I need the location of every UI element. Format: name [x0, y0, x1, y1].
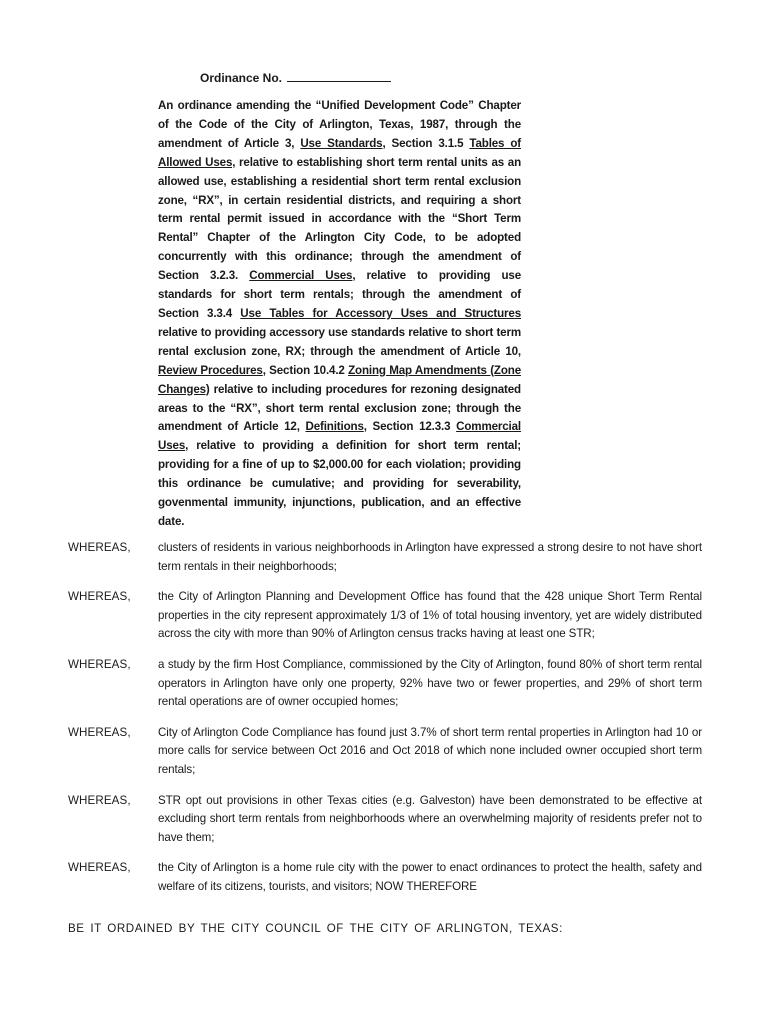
whereas-label: WHEREAS, [68, 861, 131, 875]
ordinance-number-blank-line [287, 70, 391, 82]
ordinance-number-label: Ordinance No. [200, 71, 283, 85]
whereas-label: WHEREAS, [68, 590, 131, 604]
whereas-text: the City of Arlington Planning and Development Office has found that the 428 unique Short Term Rental properties in the city represent approximately 1/3 of 1% of total housing inventory, yet are widely distributed across the city with more than 90% of Arlington census tracks having at least one STR; [158, 590, 702, 641]
caption-text: An ordinance amending the “Unified Development Code” Chapter of the Code of the City of Arlington, Texas, 1987, through the amendment of Article 3, [158, 99, 521, 150]
caption-text: Section 3.1.5 [385, 136, 470, 150]
caption-underlined-commercial-uses-2: Commercial Uses [158, 420, 521, 453]
whereas-clause [0, 588, 770, 644]
caption-text: relative to providing accessory use standards relative to short term rental exclusion zone, RX; through the amendment of Article 10, [158, 325, 521, 358]
enacting-clause: BE IT ORDAINED BY THE CITY COUNCIL OF THE CITY OF ARLINGTON, TEXAS: [68, 922, 563, 935]
caption-underlined-review-procedures: Review Procedures [158, 363, 263, 377]
whereas-label: WHEREAS, [68, 657, 131, 671]
caption-underlined-tables-of-allowed-uses: Tables of Allowed Uses, [158, 136, 521, 169]
caption-text: relative to including procedures for rezoning designated areas to the “RX”, short term rental exclusion zone; through the amendment of Article 12, [158, 382, 521, 434]
whereas-clause [0, 539, 770, 576]
whereas-clause [0, 859, 770, 896]
ordinance-number-heading [200, 70, 391, 85]
caption-underlined-use-tables-accessory: Use Tables for Accessory Uses and Structures [240, 306, 521, 320]
whereas-label: WHEREAS, [68, 541, 131, 554]
whereas-label: WHEREAS, [68, 725, 131, 739]
ordinance-caption [158, 97, 521, 532]
whereas-label: WHEREAS, [68, 793, 131, 807]
whereas-clause [0, 724, 770, 780]
whereas-text: STR opt out provisions in other Texas cities (e.g. Galveston) have been demonstrated to be effective at excluding short term rentals from neighborhoods where an overwhelming majority of residents prefer not to have them; [158, 793, 702, 844]
whereas-text: a study by the firm Host Compliance, commissioned by the City of Arlington, found 80% of short term rental operators in Arlington have only one property, 92% have two or fewer properties, and 29% of short term rental operations are of owner occupied homes; [158, 657, 702, 709]
whereas-clause [0, 792, 770, 848]
caption-underlined-commercial-uses: Commercial Uses [249, 269, 353, 283]
whereas-clauses [0, 539, 770, 909]
caption-underlined-use-standards: Use Standards, [300, 136, 386, 150]
whereas-text: clusters of residents in various neighborhoods in Arlington have expressed a strong desire to not have short term rentals in their neighborhoods; [158, 541, 702, 573]
caption-text: , Section 10.4.2 [262, 363, 349, 377]
caption-underlined-definitions: Definitions [305, 420, 364, 434]
caption-text: , relative to providing use standards for short term rentals; through the amendment of Section 3.3.4 [158, 269, 521, 320]
caption-text: relative to establishing short term rental units as an allowed use, establishing a residential short term rental exclusion zone, “RX”, in certain residential districts, and requiring a short term rental permit issued in accordance with the “Short Term Rental” Chapter of the Arlington City Code, to be adopted concurrently with this ordinance; through the amendment of Section 3.2.3. [158, 155, 521, 283]
caption-text: , Section 12.3.3 [363, 420, 457, 434]
whereas-text: the City of Arlington is a home rule city with the power to enact ordinances to protect the health, safety and welfare of its citizens, tourists, and visitors; NOW THEREFORE [158, 861, 702, 893]
whereas-clause [0, 656, 770, 712]
caption-underlined-zoning-map-amendments: Zoning Map Amendments (Zone Changes) [158, 363, 522, 396]
caption-text: , relative to providing a definition for short term rental; providing for a fine of up to $2,000.00 for each violation; providing this ordinance be cumulative; and providing for severability, govenmental immunity, injunctions, publication, and an effective date. [158, 439, 521, 528]
whereas-text: City of Arlington Code Compliance has found just 3.7% of short term rental properties in Arlington had 10 or more calls for service between Oct 2016 and Oct 2018 of which none included owner occupied short term rentals; [158, 725, 702, 776]
